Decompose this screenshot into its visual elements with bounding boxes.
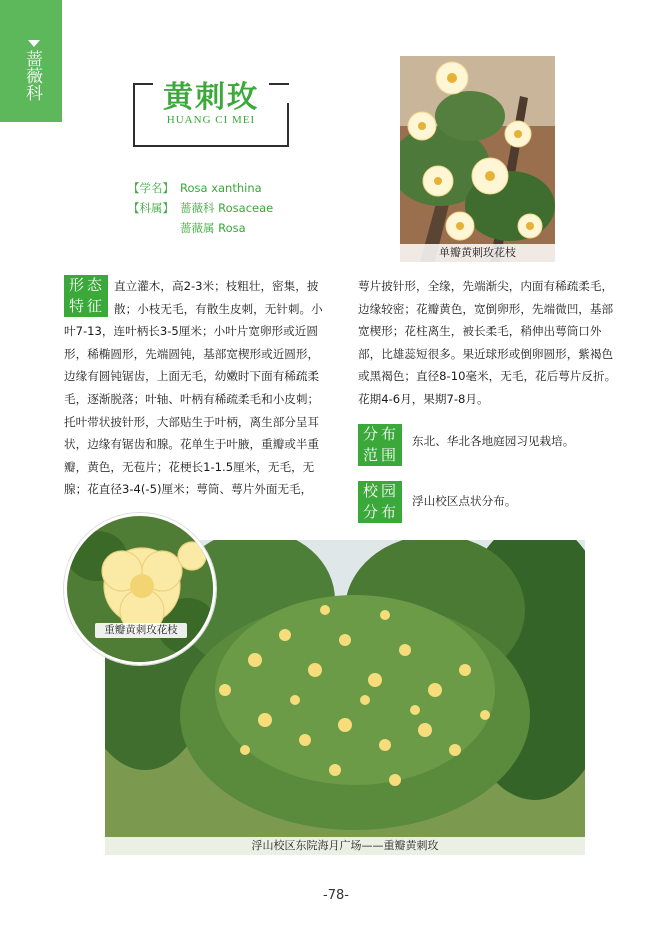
flower-branch-image: [400, 56, 555, 262]
scientific-name-label: 【学名】: [128, 181, 174, 195]
family-label: 【科属】: [128, 201, 174, 215]
morphology-text-left: 直立灌木，高2-3米；枝粗壮，密集，披 散；小枝无毛，有散生皮刺，无针刺。小 叶7-13，连叶柄长3-5厘米；小叶片宽卵形或近圆 形，稀椭圆形，先端圆钝，基部宽楔形或近圆形， 边缘有圆钝锯齿，上面无毛，幼嫩时下面有稀疏柔 毛，逐渐脱落；叶轴、叶柄有稀疏柔毛和小皮刺； 托叶带状披针形，大部贴生于叶柄，离生部分呈耳 状，边缘有锯齿和腺。花单生于叶腋，重瓣或半重 瓣，黄色，无苞片；花梗长1-1.5厘米，无毛，无 腺；花直径3-4(-5)厘米；萼筒、萼片外面无毛，: [64, 279, 323, 497]
triangle-down-icon: [28, 40, 40, 47]
title-pinyin: HUANG CI MEI: [166, 114, 256, 126]
photo-caption-circle: 重瓣黄刺玫花枝: [95, 623, 187, 638]
distribution-text: 东北、华北各地庭园习见栽培。: [412, 434, 575, 448]
photo-caption-top: 单瓣黄刺玫花枝: [400, 244, 555, 262]
section-label-morphology: 形态 特征: [64, 275, 108, 317]
page-number: -78-: [323, 888, 349, 903]
double-flower-image: [67, 516, 213, 662]
page-title: [133, 72, 289, 116]
photo-single-flower-branch: [400, 56, 555, 262]
campus-distribution-text: 浮山校区点状分布。: [412, 494, 517, 508]
photo-double-flower-branch: [64, 513, 216, 665]
section-label-distribution: 分布 范围: [358, 424, 402, 466]
title-chinese: 黄刺玫: [157, 80, 265, 115]
genus-name: 蔷薇属 Rosa: [180, 221, 246, 235]
family-tab-label: 蔷薇科: [22, 50, 42, 101]
taxonomy-block: [128, 178, 273, 238]
photo-caption-main: 浮山校区东院海月广场——重瓣黄刺玫: [105, 837, 585, 855]
family-name: 蔷薇科 Rosaceae: [180, 201, 274, 215]
family-tab: [0, 0, 62, 122]
scientific-name: Rosa xanthina: [180, 181, 262, 195]
morphology-text-right: 萼片披针形，全缘，先端渐尖，内面有稀疏柔毛， 边缘较密；花瓣黄色，宽倒卵形，先端微凹，基部 宽楔形；花柱离生，被长柔毛，稍伸出萼筒口外 部，比雄蕊短很多。果近球形或倒卵圆形，紫褐色 或黑褐色；直径8-10毫米，无毛，花后萼片反折。 花期4-6月，果期7-8月。: [358, 279, 617, 406]
section-label-campus: 校园 分布: [358, 481, 402, 523]
